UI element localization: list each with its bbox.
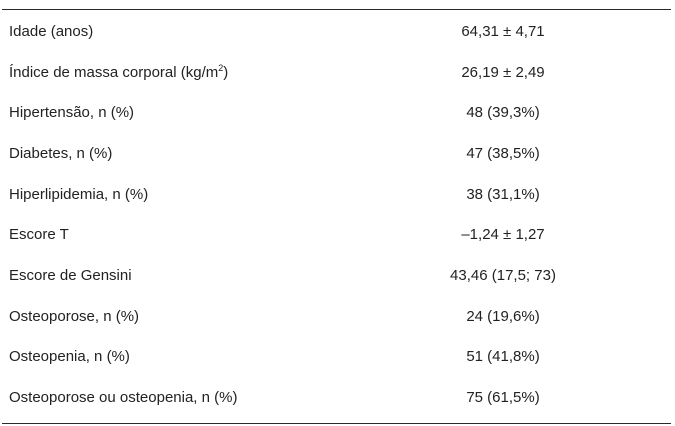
row-value-t-score: –1,24 ± 1,27 <box>461 226 545 243</box>
row-value-osteopenia: 51 (41,8%) <box>466 348 540 365</box>
row-label-hypertension: Hipertensão, n (%) <box>9 104 135 121</box>
table-row-osteoporosis <box>0 302 675 332</box>
table-top-rule <box>2 9 671 10</box>
table-row-bmi <box>0 58 675 88</box>
table-row-age <box>0 17 675 47</box>
row-label-hyperlipidemia: Hiperlipidemia, n (%) <box>9 186 149 203</box>
row-label-osteoporosis-or-osteopenia: Osteoporose ou osteopenia, n (%) <box>9 389 238 406</box>
row-label-bmi-superscript: 2 <box>218 63 224 73</box>
table-row-t-score <box>0 220 675 250</box>
row-label-age: Idade (anos) <box>9 23 94 40</box>
row-value-osteoporosis: 24 (19,6%) <box>466 308 540 325</box>
row-label-diabetes: Diabetes, n (%) <box>9 145 113 162</box>
table-row-osteopenia <box>0 342 675 372</box>
table-row-diabetes <box>0 139 675 169</box>
row-value-osteoporosis-or-osteopenia: 75 (61,5%) <box>466 389 540 406</box>
table-row-osteoporosis-or-osteopenia <box>0 383 675 413</box>
row-value-diabetes: 47 (38,5%) <box>466 145 540 162</box>
row-label-bmi <box>9 58 228 88</box>
row-label-bmi-text: Índice de massa corporal (kg/m <box>9 64 219 81</box>
row-value-hypertension: 48 (39,3%) <box>466 104 540 121</box>
table-row-hypertension <box>0 98 675 128</box>
table-row-hyperlipidemia <box>0 180 675 210</box>
row-label-osteoporosis: Osteoporose, n (%) <box>9 308 140 325</box>
row-value-gensini-score: 43,46 (17,5; 73) <box>450 267 556 284</box>
row-value-age: 64,31 ± 4,71 <box>461 23 545 40</box>
row-value-bmi: 26,19 ± 2,49 <box>461 64 545 81</box>
row-label-gensini-score: Escore de Gensini <box>9 267 132 284</box>
row-label-osteopenia: Osteopenia, n (%) <box>9 348 130 365</box>
row-label-bmi-suffix: ) <box>223 64 229 81</box>
row-value-hyperlipidemia: 38 (31,1%) <box>466 186 540 203</box>
table-row-gensini-score <box>0 261 675 291</box>
table-bottom-rule <box>2 423 671 424</box>
row-label-t-score: Escore T <box>9 226 69 243</box>
